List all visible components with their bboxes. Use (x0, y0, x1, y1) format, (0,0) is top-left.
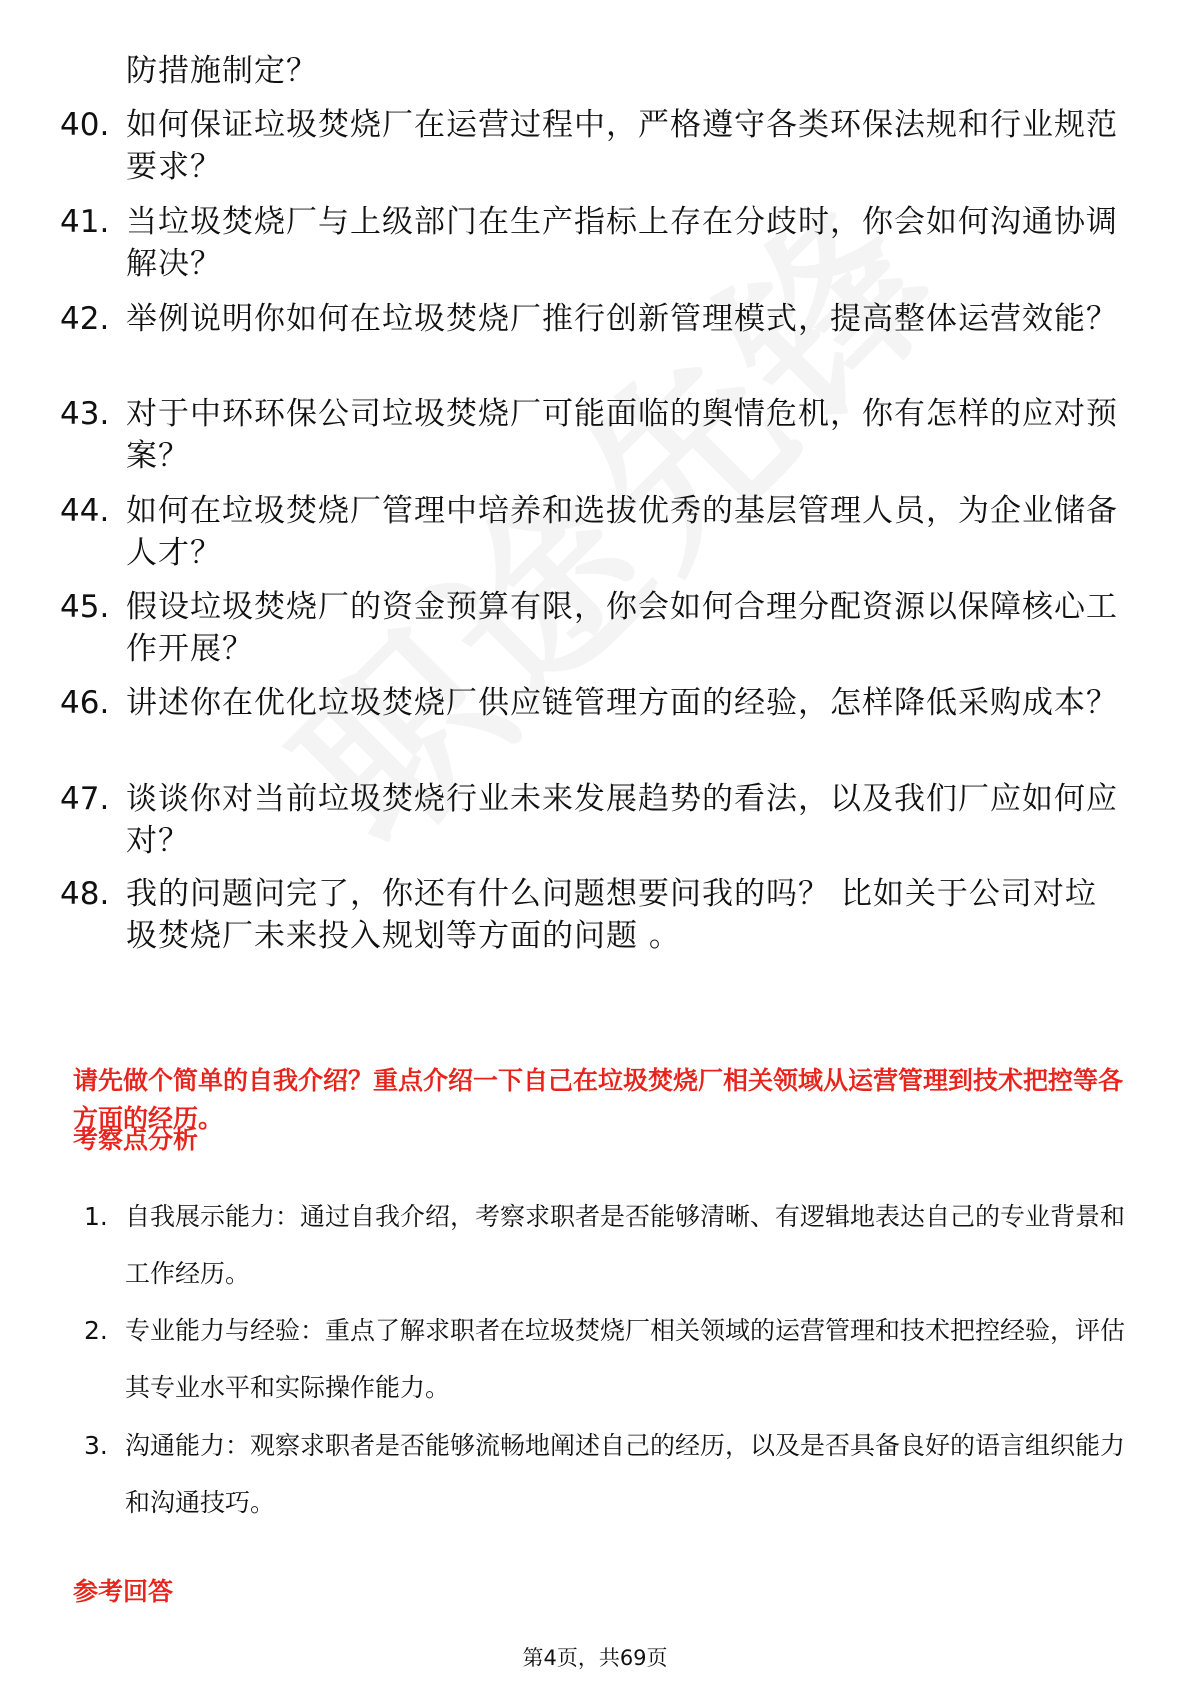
question-text: 谈谈你对当前垃圾焚烧行业未来发展趋势的看法，以及我们厂应如何应对？ (126, 781, 1118, 859)
question-number: 43. (60, 396, 110, 432)
analysis-point-text: 专业能力与经验：重点了解求职者在垃圾焚烧厂相关领域的运营管理和技术把控经验，评估其专业水平和实际操作能力。 (125, 1316, 1126, 1402)
question-text: 假设垃圾焚烧厂的资金预算有限，你会如何合理分配资源以保障核心工作开展？ (126, 589, 1118, 667)
featured-question: 请先做个简单的自我介绍？重点介绍一下自己在垃圾焚烧厂相关领域从运营管理到技术把控等各方面的经历。 (73, 1066, 1124, 1133)
analysis-point-text: 自我展示能力：通过自我介绍，考察求职者是否能够清晰、有逻辑地表达自己的专业背景和工作经历。 (125, 1202, 1126, 1288)
question-text: 当垃圾焚烧厂与上级部门在生产指标上存在分歧时，你会如何沟通协调解决？ (126, 204, 1118, 282)
question-text: 举例说明你如何在垃圾焚烧厂推行创新管理模式，提高整体运营效能？ (126, 301, 1118, 337)
page-footer: 第4页，共69页 (522, 1646, 668, 1670)
analysis-point-number: 1. (84, 1202, 108, 1231)
analysis-point-number: 3. (84, 1431, 108, 1460)
question-text: 对于中环环保公司垃圾焚烧厂可能面临的舆情危机，你有怎样的应对预案？ (126, 396, 1118, 474)
question-text: 我的问题问完了，你还有什么问题想要问我的吗？ 比如关于公司对垃圾焚烧厂未来投入规划等方面的问题 。 (126, 876, 1097, 954)
question-text: 如何在垃圾焚烧厂管理中培养和选拔优秀的基层管理人员，为企业储备人才？ (126, 493, 1118, 571)
reference-answer-heading: 参考回答 (73, 1577, 174, 1606)
question-number: 46. (60, 685, 110, 721)
question-continuation: 防措施制定？ (126, 53, 318, 89)
question-text: 讲述你在优化垃圾焚烧厂供应链管理方面的经验，怎样降低采购成本？ (126, 685, 1118, 721)
question-number: 40. (60, 107, 110, 143)
question-number: 41. (60, 204, 110, 240)
question-number: 42. (60, 301, 110, 337)
question-number: 47. (60, 781, 110, 817)
analysis-heading: 考察点分析 (73, 1125, 199, 1154)
question-text: 如何保证垃圾焚烧厂在运营过程中，严格遵守各类环保法规和行业规范要求？ (126, 107, 1118, 185)
question-number: 48. (60, 876, 110, 912)
question-number: 44. (60, 493, 110, 529)
analysis-point-number: 2. (84, 1316, 108, 1345)
analysis-point-text: 沟通能力：观察求职者是否能够流畅地阐述自己的经历，以及是否具备良好的语言组织能力和沟通技巧。 (125, 1431, 1126, 1517)
question-number: 45. (60, 589, 110, 625)
